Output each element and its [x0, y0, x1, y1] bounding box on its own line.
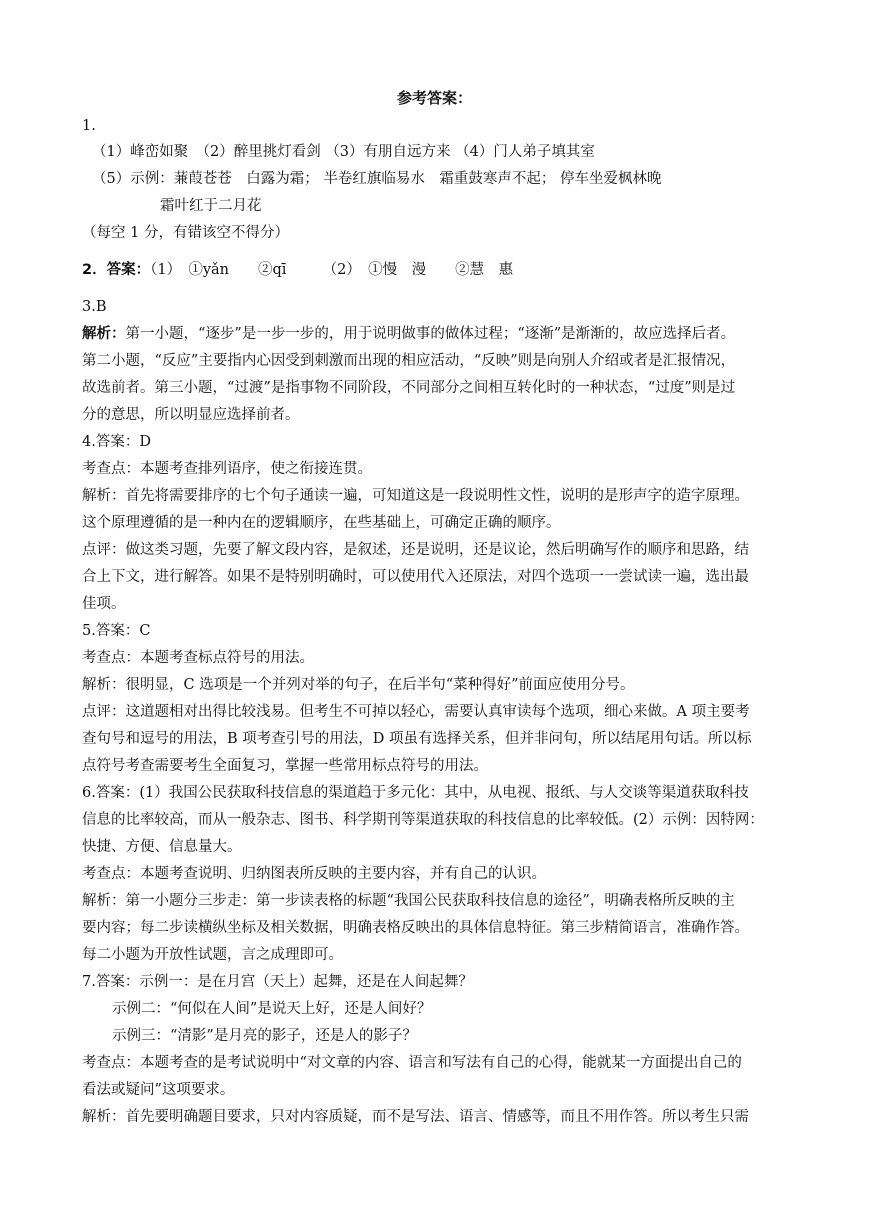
q6-line-6: 要内容；每二步读横纵坐标及相关数据，明确表格反映出的具体信息特征。第三步精简语言，准确作答。 — [82, 920, 749, 936]
q3-analysis-line-4: 分的意思，所以明显应选择前者。 — [82, 407, 300, 423]
q5-line-5: 点符号考查需要考生全面复习，掌握一些常用标点符号的用法。 — [82, 758, 488, 774]
q6-line-5: 解析：第一小题分三步走：第一步读表格的标题“我国公民获取科技信息的途径”，明确表格所反映的主 — [82, 893, 735, 909]
q3-analysis-label: 解析： — [82, 326, 126, 342]
q6-line-2: 信息的比率较高，而从一般杂志、图书、科学期刊等渠道获取的科技信息的比率较低。(2）示例：因特网： — [82, 812, 764, 828]
q1-line-2: （5）示例：蒹葭苍苍 白露为霜； 半卷红旗临易水 霜重鼓寒声不起； 停车坐爱枫林晚 — [92, 171, 662, 187]
q4-line-4: 点评：做这类习题，先要了解文段内容，是叙述，还是说明，还是议论，然后明确写作的顺序和思路，结 — [82, 542, 749, 558]
q2-answer-content: （1） ①yǎn ②qī （2） ①慢 漫 ②慧 惠 — [150, 262, 514, 278]
q1-line-1: （1）峰峦如聚 （2）醉里挑灯看剑 （3）有朋自远方来 （4）门人弟子填其室 — [92, 144, 595, 160]
q7-line-1: 7.答案：示例一：是在月宫（天上）起舞，还是在人间起舞？ — [82, 974, 473, 990]
q3-answer: 3.B — [82, 299, 107, 315]
q4-line-5: 合上下文，进行解答。如果不是特别明确时，可以使用代入还原法，对四个选项一一尝试读一遍，选出最 — [82, 569, 749, 585]
q4-line-2: 解析：首先将需要排序的七个句子通读一遍，可知道这是一段说明性文性，说明的是形声字的造字原理。 — [82, 488, 749, 504]
q6-line-3: 快捷、方便、信息量大。 — [82, 839, 242, 855]
q5-line-2: 解析：很明显，C 选项是一个并列对举的句子，在后半句“菜种得好”前面应使用分号。 — [82, 677, 635, 693]
q1-scoring-note: （每空 1 分，有错该空不得分） — [82, 225, 289, 241]
q3-analysis-text: 第一小题，“逐步”是一步一步的，用于说明做事的做体过程；“逐渐”是渐渐的，故应选择后者。 — [125, 326, 736, 342]
q5-line-3: 点评：这道题相对出得比较浅易。但考生不可掉以轻心，需要认真审读每个选项，细心来做。A 项主要考 — [82, 704, 750, 720]
q6-line-4: 考查点：本题考查说明、归纳图表所反映的主要内容，并有自己的认识。 — [82, 866, 546, 882]
q5-line-1: 考查点：本题考查标点符号的用法。 — [82, 650, 314, 666]
q4-answer: 4.答案：D — [82, 434, 151, 450]
q7-line-6: 解析：首先要明确题目要求，只对内容质疑，而不是写法、语言、情感等，而且不用作答。所以考生只需 — [82, 1109, 749, 1125]
q4-line-1: 考查点：本题考查排列语序，使之衔接连贯。 — [82, 461, 372, 477]
q6-line-7: 每二小题为开放性试题，言之成理即可。 — [82, 947, 343, 963]
page-title: 参考答案： — [396, 89, 472, 107]
q1-line-3: 霜叶红于二月花 — [160, 198, 262, 214]
q7-line-3: 示例三：“清影”是月亮的影子，还是人的影子？ — [112, 1028, 417, 1044]
q5-answer: 5.答案：C — [82, 623, 151, 639]
q5-line-4: 查句号和逗号的用法，B 项考查引号的用法，D 项虽有选择关系，但并非问句，所以结尾用句话。所以标 — [82, 731, 752, 747]
q7-line-2: 示例二：“何似在人间”是说天上好，还是人间好？ — [112, 1001, 432, 1017]
q7-line-5: 看法或疑问”这项要求。 — [82, 1082, 235, 1098]
q4-line-6: 佳项。 — [82, 596, 126, 612]
q3-analysis-line-1 — [82, 324, 735, 344]
q2-line — [82, 260, 513, 280]
q7-line-4: 考查点：本题考查的是考试说明中“对文章的内容、语言和写法有自己的心得，能就某一方面提出自己的 — [82, 1055, 742, 1071]
q1-number: 1. — [82, 118, 96, 134]
q2-prefix: 2． — [82, 262, 107, 278]
q3-analysis-line-2: 第二小题，“反应”主要指内心因受到刺激而出现的相应活动，“反映”则是向别人介绍或者是汇报情况， — [82, 353, 736, 369]
q6-line-1: 6.答案：(1）我国公民获取科技信息的渠道趋于多元化：其中，从电视、报纸、与人交谈等渠道获取科技 — [82, 785, 749, 801]
q4-line-3: 这个原理遵循的是一种内在的逻辑顺序，在些基础上，可确定正确的顺序。 — [82, 515, 561, 531]
q3-analysis-line-3: 故选前者。第三小题，“过渡”是指事物不同阶段，不同部分之间相互转化时的一种状态，“过度”则是过 — [82, 380, 736, 396]
q2-answer-label: 答案： — [106, 262, 151, 278]
